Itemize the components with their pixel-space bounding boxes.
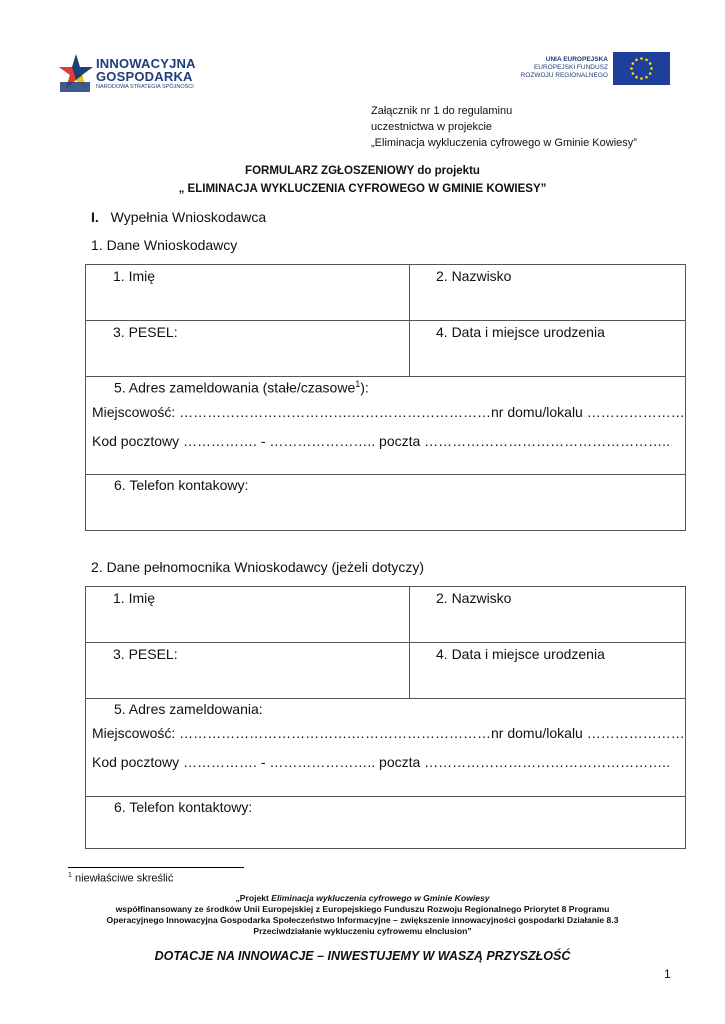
proxy-pesel-field[interactable] [86,643,410,699]
pesel-label: 3. PESEL: [113,324,178,340]
applicant-birth-field[interactable] [410,321,686,377]
proxy-last-name-field[interactable] [410,587,686,643]
applicant-phone-field[interactable] [86,475,686,531]
applicant-last-name-field[interactable] [410,265,686,321]
proxy-address-field[interactable] [86,699,686,797]
annex-line-1: Załącznik nr 1 do regulaminu [371,105,513,117]
applicant-pesel-field[interactable] [86,321,410,377]
proxy-heading: 2. Dane pełnomocnika Wnioskodawcy (jeżeli dotyczy) [91,559,425,575]
last-name-label: 2. Nazwisko [436,590,512,606]
eu-flag-icon [613,52,670,85]
footer-line-2: współfinansowany ze środków Unii Europejskiej z Europejskiego Funduszu Rozwoju Regionalnego Priorytet 8 Programu [115,904,610,914]
eu-star-icon [650,67,653,70]
footer-line-4: Przeciwdziałanie wykluczeniu cyfrowemu eInclusion” [253,926,472,936]
title-line-1: FORMULARZ ZGŁOSZENIOWY do projektu [245,165,480,177]
eu-star-icon [632,72,635,75]
city-line: Miejscowość: ……………………………….…………………………nr domu/lokalu ………………… [92,403,685,420]
footnote-divider [68,867,244,868]
eu-star-icon [635,76,638,79]
phone-label: 6. Telefon kontakowy: [114,477,249,493]
phone-label: 6. Telefon kontaktowy: [114,799,253,815]
logo-line-3: NARODOWA STRATEGIA SPÓJNOŚCI [96,84,194,90]
innowacyjna-gospodarka-logo [58,52,208,96]
eu-logo-line-1: UNIA EUROPEJSKA [545,56,608,63]
eu-star-icon [640,77,643,80]
eu-fund-logo [505,52,670,86]
annex-line-2: uczestnictwa w projekcie [371,121,493,133]
proxy-table [85,586,686,849]
footnote-ref: 1 [355,379,361,389]
city-line: Miejscowość: ……………………………….…………………………nr domu/lokalu ………………… [92,725,685,741]
eu-logo-line-3: ROZWOJU REGIONALNEGO [520,72,608,79]
applicant-first-name-field[interactable] [86,265,410,321]
address-label: 5. Adres zameldowania (stałe/czasowe$^1$): [114,379,369,396]
eu-star-icon [645,76,648,79]
footer-text [0,893,725,937]
proxy-phone-field[interactable] [86,797,686,849]
eu-logo-line-2: EUROPEJSKI FUNDUSZ [533,64,608,71]
annex-line-3: „Eliminacja wykluczenia cyfrowego w Gminie Kowiesy” [371,137,637,149]
logo-line-2: GOSPODARKA [96,69,193,84]
proxy-first-name-field[interactable] [86,587,410,643]
footer-slogan: DOTACJE NA INNOWACJE – INWESTUJEMY W WASZĄ PRZYSZŁOŚĆ [154,949,571,963]
eu-star-icon [630,67,633,70]
footnote-text: niewłaściwe skreślić [71,872,174,885]
postal-line: Kod pocztowy ……………. - ………………….. poczta …………………………………………….. [92,432,670,449]
eu-star-icon [635,59,638,62]
eu-star-icon [649,72,652,75]
applicant-heading: 1. Dane Wnioskodawcy [91,237,238,253]
first-name-label: 1. Imię [113,590,156,606]
page-number: 1 [664,967,671,981]
birth-label: 4. Data i miejsce urodzenia [436,646,605,662]
eu-star-icon [645,59,648,62]
title-line-2: „ ELIMINACJA WYKLUCZENIA CYFROWEGO W GMINIE KOWIESY” [178,183,547,195]
eu-star-icon [632,62,635,65]
postal-line: Kod pocztowy ……………. - ………………….. poczta …………………………………………….. [92,754,670,770]
eu-star-icon [649,62,652,65]
footnote [68,872,173,885]
footer-line-1: „Projekt Eliminacja wykluczenia cyfrowego w Gminie Kowiesy [235,893,490,903]
section-text: Wypełnia Wnioskodawca [110,209,267,225]
proxy-birth-field[interactable] [410,643,686,699]
annex-note [371,103,637,151]
section-number: I. [91,209,99,225]
eu-logo-text [521,56,608,80]
applicant-table [85,264,686,531]
section-heading [91,209,266,225]
eu-star-icon [640,57,643,60]
last-name-label: 2. Nazwisko [436,268,512,284]
first-name-label: 1. Imię [113,268,156,284]
address-label: 5. Adres zameldowania: [114,701,263,717]
logo-line-1: INNOWACYJNA [96,56,196,71]
pesel-label: 3. PESEL: [113,646,178,662]
form-title [0,162,725,198]
footer-line-3: Operacyjnego Innowacyjna Gospodarka Społeczeństwo Informacyjne – zwiększenie innowacyjności gospodarki Działanie 8.3 [106,915,619,925]
footnote-number: 1 [68,872,72,879]
star-logo-icon [58,52,94,94]
applicant-address-field[interactable] [86,377,686,475]
birth-label: 4. Data i miejsce urodzenia [436,324,605,340]
